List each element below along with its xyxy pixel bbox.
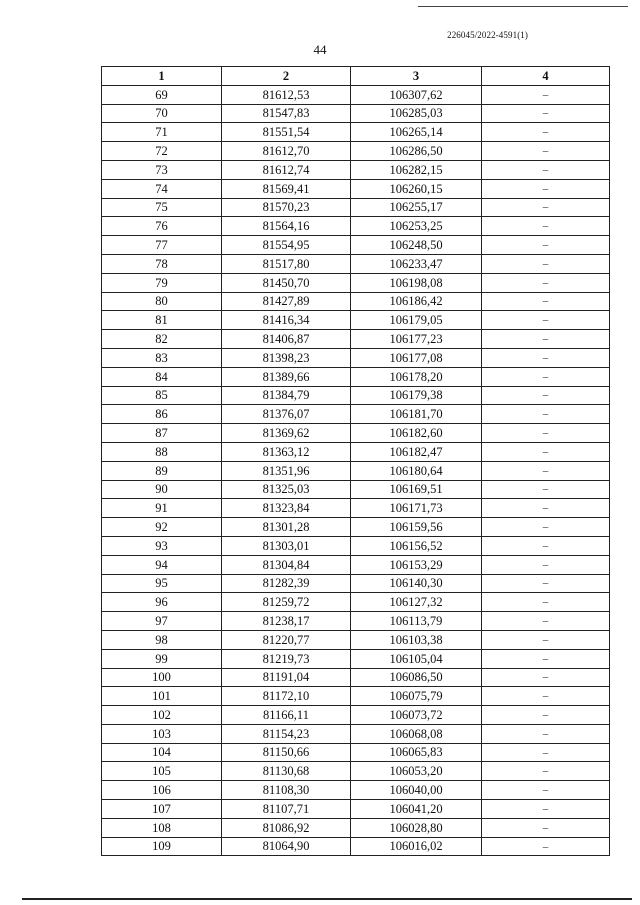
table-row <box>102 123 610 142</box>
x-coordinate-cell: 81564,16 <box>222 217 351 236</box>
table-row <box>102 142 610 161</box>
y-coordinate-cell: 106286,50 <box>351 142 482 161</box>
note-cell: – <box>482 781 610 800</box>
y-coordinate-cell: 106105,04 <box>351 649 482 668</box>
y-coordinate-cell: 106177,23 <box>351 330 482 349</box>
table-row <box>102 574 610 593</box>
x-coordinate-cell: 81416,34 <box>222 311 351 330</box>
point-number-cell: 104 <box>102 743 222 762</box>
note-cell: – <box>482 649 610 668</box>
y-coordinate-cell: 106075,79 <box>351 687 482 706</box>
x-coordinate-cell: 81554,95 <box>222 236 351 255</box>
point-number-cell: 95 <box>102 574 222 593</box>
point-number-cell: 92 <box>102 518 222 537</box>
y-coordinate-cell: 106153,29 <box>351 555 482 574</box>
x-coordinate-cell: 81064,90 <box>222 837 351 856</box>
point-number-cell: 82 <box>102 330 222 349</box>
note-cell: – <box>482 273 610 292</box>
x-coordinate-cell: 81219,73 <box>222 649 351 668</box>
point-number-cell: 101 <box>102 687 222 706</box>
note-cell: – <box>482 254 610 273</box>
column-header-4: 4 <box>482 67 610 86</box>
y-coordinate-cell: 106255,17 <box>351 198 482 217</box>
x-coordinate-cell: 81406,87 <box>222 330 351 349</box>
table-row <box>102 198 610 217</box>
point-number-cell: 96 <box>102 593 222 612</box>
document-number: 226045/2022-4591(1) <box>447 30 528 40</box>
y-coordinate-cell: 106181,70 <box>351 405 482 424</box>
y-coordinate-cell: 106265,14 <box>351 123 482 142</box>
y-coordinate-cell: 106282,15 <box>351 160 482 179</box>
point-number-cell: 109 <box>102 837 222 856</box>
note-cell: – <box>482 386 610 405</box>
point-number-cell: 76 <box>102 217 222 236</box>
note-cell: – <box>482 837 610 856</box>
note-cell: – <box>482 612 610 631</box>
x-coordinate-cell: 81398,23 <box>222 348 351 367</box>
y-coordinate-cell: 106233,47 <box>351 254 482 273</box>
y-coordinate-cell: 106073,72 <box>351 706 482 725</box>
note-cell: – <box>482 574 610 593</box>
point-number-cell: 86 <box>102 405 222 424</box>
y-coordinate-cell: 106040,00 <box>351 781 482 800</box>
table-row <box>102 348 610 367</box>
note-cell: – <box>482 668 610 687</box>
y-coordinate-cell: 106103,38 <box>351 630 482 649</box>
y-coordinate-cell: 106156,52 <box>351 536 482 555</box>
table-row <box>102 160 610 179</box>
point-number-cell: 94 <box>102 555 222 574</box>
top-rule <box>418 6 628 7</box>
point-number-cell: 72 <box>102 142 222 161</box>
note-cell: – <box>482 85 610 104</box>
table-row <box>102 480 610 499</box>
point-number-cell: 81 <box>102 311 222 330</box>
note-cell: – <box>482 330 610 349</box>
point-number-cell: 77 <box>102 236 222 255</box>
table-row <box>102 593 610 612</box>
point-number-cell: 88 <box>102 442 222 461</box>
table-row <box>102 612 610 631</box>
x-coordinate-cell: 81301,28 <box>222 518 351 537</box>
note-cell: – <box>482 706 610 725</box>
x-coordinate-cell: 81108,30 <box>222 781 351 800</box>
point-number-cell: 84 <box>102 367 222 386</box>
table-row <box>102 762 610 781</box>
y-coordinate-cell: 106041,20 <box>351 800 482 819</box>
y-coordinate-cell: 106198,08 <box>351 273 482 292</box>
y-coordinate-cell: 106028,80 <box>351 818 482 837</box>
note-cell: – <box>482 724 610 743</box>
point-number-cell: 87 <box>102 424 222 443</box>
point-number-cell: 85 <box>102 386 222 405</box>
point-number-cell: 98 <box>102 630 222 649</box>
x-coordinate-cell: 81282,39 <box>222 574 351 593</box>
note-cell: – <box>482 367 610 386</box>
table-row <box>102 724 610 743</box>
note-cell: – <box>482 499 610 518</box>
point-number-cell: 73 <box>102 160 222 179</box>
y-coordinate-cell: 106285,03 <box>351 104 482 123</box>
y-coordinate-cell: 106260,15 <box>351 179 482 198</box>
note-cell: – <box>482 198 610 217</box>
x-coordinate-cell: 81191,04 <box>222 668 351 687</box>
note-cell: – <box>482 405 610 424</box>
x-coordinate-cell: 81363,12 <box>222 442 351 461</box>
point-number-cell: 97 <box>102 612 222 631</box>
note-cell: – <box>482 762 610 781</box>
note-cell: – <box>482 142 610 161</box>
table-row <box>102 311 610 330</box>
x-coordinate-cell: 81376,07 <box>222 405 351 424</box>
x-coordinate-cell: 81172,10 <box>222 687 351 706</box>
y-coordinate-cell: 106127,32 <box>351 593 482 612</box>
column-header-1: 1 <box>102 67 222 86</box>
note-cell: – <box>482 217 610 236</box>
column-header-3: 3 <box>351 67 482 86</box>
y-coordinate-cell: 106113,79 <box>351 612 482 631</box>
y-coordinate-cell: 106248,50 <box>351 236 482 255</box>
table-body <box>102 85 610 856</box>
x-coordinate-cell: 81570,23 <box>222 198 351 217</box>
table-row <box>102 273 610 292</box>
note-cell: – <box>482 461 610 480</box>
note-cell: – <box>482 518 610 537</box>
point-number-cell: 103 <box>102 724 222 743</box>
table-row <box>102 800 610 819</box>
table-row <box>102 555 610 574</box>
x-coordinate-cell: 81154,23 <box>222 724 351 743</box>
point-number-cell: 69 <box>102 85 222 104</box>
note-cell: – <box>482 743 610 762</box>
note-cell: – <box>482 160 610 179</box>
point-number-cell: 100 <box>102 668 222 687</box>
y-coordinate-cell: 106171,73 <box>351 499 482 518</box>
y-coordinate-cell: 106177,08 <box>351 348 482 367</box>
page-number: 44 <box>313 42 327 57</box>
note-cell: – <box>482 179 610 198</box>
note-cell: – <box>482 630 610 649</box>
table-row <box>102 236 610 255</box>
point-number-cell: 90 <box>102 480 222 499</box>
note-cell: – <box>482 311 610 330</box>
x-coordinate-cell: 81325,03 <box>222 480 351 499</box>
y-coordinate-cell: 106065,83 <box>351 743 482 762</box>
note-cell: – <box>482 424 610 443</box>
table-row <box>102 499 610 518</box>
x-coordinate-cell: 81323,84 <box>222 499 351 518</box>
note-cell: – <box>482 555 610 574</box>
point-number-cell: 83 <box>102 348 222 367</box>
note-cell: – <box>482 442 610 461</box>
table-row <box>102 254 610 273</box>
table-row <box>102 687 610 706</box>
y-coordinate-cell: 106086,50 <box>351 668 482 687</box>
point-number-cell: 79 <box>102 273 222 292</box>
x-coordinate-cell: 81166,11 <box>222 706 351 725</box>
x-coordinate-cell: 81551,54 <box>222 123 351 142</box>
table-row <box>102 818 610 837</box>
x-coordinate-cell: 81107,71 <box>222 800 351 819</box>
x-coordinate-cell: 81427,89 <box>222 292 351 311</box>
x-coordinate-cell: 81569,41 <box>222 179 351 198</box>
point-number-cell: 107 <box>102 800 222 819</box>
point-number-cell: 91 <box>102 499 222 518</box>
point-number-cell: 74 <box>102 179 222 198</box>
table-row <box>102 217 610 236</box>
table-row <box>102 292 610 311</box>
table-header-row <box>102 67 610 86</box>
y-coordinate-cell: 106159,56 <box>351 518 482 537</box>
point-number-cell: 89 <box>102 461 222 480</box>
note-cell: – <box>482 104 610 123</box>
x-coordinate-cell: 81303,01 <box>222 536 351 555</box>
note-cell: – <box>482 593 610 612</box>
x-coordinate-cell: 81086,92 <box>222 818 351 837</box>
column-header-2: 2 <box>222 67 351 86</box>
point-number-cell: 105 <box>102 762 222 781</box>
y-coordinate-cell: 106179,38 <box>351 386 482 405</box>
x-coordinate-cell: 81351,96 <box>222 461 351 480</box>
y-coordinate-cell: 106178,20 <box>351 367 482 386</box>
table-row <box>102 405 610 424</box>
x-coordinate-cell: 81150,66 <box>222 743 351 762</box>
y-coordinate-cell: 106179,05 <box>351 311 482 330</box>
x-coordinate-cell: 81389,66 <box>222 367 351 386</box>
y-coordinate-cell: 106182,60 <box>351 424 482 443</box>
table-row <box>102 424 610 443</box>
table-row <box>102 630 610 649</box>
x-coordinate-cell: 81384,79 <box>222 386 351 405</box>
point-number-cell: 71 <box>102 123 222 142</box>
note-cell: – <box>482 800 610 819</box>
note-cell: – <box>482 348 610 367</box>
x-coordinate-cell: 81304,84 <box>222 555 351 574</box>
note-cell: – <box>482 236 610 255</box>
table-row <box>102 781 610 800</box>
x-coordinate-cell: 81369,62 <box>222 424 351 443</box>
y-coordinate-cell: 106169,51 <box>351 480 482 499</box>
table-row <box>102 649 610 668</box>
point-number-cell: 80 <box>102 292 222 311</box>
x-coordinate-cell: 81220,77 <box>222 630 351 649</box>
y-coordinate-cell: 106186,42 <box>351 292 482 311</box>
table-row <box>102 461 610 480</box>
point-number-cell: 102 <box>102 706 222 725</box>
x-coordinate-cell: 81517,80 <box>222 254 351 273</box>
bottom-rule <box>22 898 632 900</box>
y-coordinate-cell: 106140,30 <box>351 574 482 593</box>
x-coordinate-cell: 81130,68 <box>222 762 351 781</box>
table-row <box>102 668 610 687</box>
table-row <box>102 85 610 104</box>
point-number-cell: 99 <box>102 649 222 668</box>
table-row <box>102 837 610 856</box>
table-row <box>102 104 610 123</box>
table-row <box>102 330 610 349</box>
x-coordinate-cell: 81259,72 <box>222 593 351 612</box>
y-coordinate-cell: 106053,20 <box>351 762 482 781</box>
note-cell: – <box>482 687 610 706</box>
table-row <box>102 518 610 537</box>
table-row <box>102 706 610 725</box>
x-coordinate-cell: 81450,70 <box>222 273 351 292</box>
y-coordinate-cell: 106068,08 <box>351 724 482 743</box>
table-row <box>102 536 610 555</box>
table-row <box>102 442 610 461</box>
table-row <box>102 367 610 386</box>
x-coordinate-cell: 81547,83 <box>222 104 351 123</box>
point-number-cell: 75 <box>102 198 222 217</box>
y-coordinate-cell: 106253,25 <box>351 217 482 236</box>
note-cell: – <box>482 292 610 311</box>
table-row <box>102 743 610 762</box>
x-coordinate-cell: 81612,74 <box>222 160 351 179</box>
x-coordinate-cell: 81238,17 <box>222 612 351 631</box>
point-number-cell: 93 <box>102 536 222 555</box>
x-coordinate-cell: 81612,53 <box>222 85 351 104</box>
table-row <box>102 386 610 405</box>
note-cell: – <box>482 818 610 837</box>
note-cell: – <box>482 123 610 142</box>
x-coordinate-cell: 81612,70 <box>222 142 351 161</box>
y-coordinate-cell: 106016,02 <box>351 837 482 856</box>
y-coordinate-cell: 106180,64 <box>351 461 482 480</box>
note-cell: – <box>482 480 610 499</box>
coordinates-table <box>101 66 610 856</box>
point-number-cell: 106 <box>102 781 222 800</box>
point-number-cell: 70 <box>102 104 222 123</box>
y-coordinate-cell: 106182,47 <box>351 442 482 461</box>
point-number-cell: 78 <box>102 254 222 273</box>
point-number-cell: 108 <box>102 818 222 837</box>
note-cell: – <box>482 536 610 555</box>
table-row <box>102 179 610 198</box>
y-coordinate-cell: 106307,62 <box>351 85 482 104</box>
